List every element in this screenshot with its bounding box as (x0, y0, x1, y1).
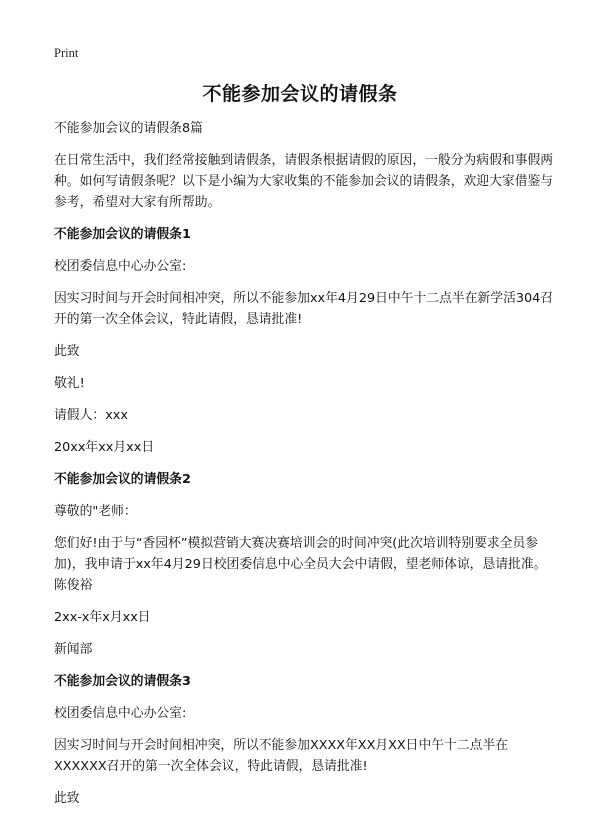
section-1-signer: 请假人：xxx (54, 408, 128, 423)
section-3-salutation: 校团委信息中心办公室: (54, 706, 187, 721)
print-link[interactable]: Print (54, 46, 79, 60)
section-2-body: 您们好!由于与“香园杯”模拟营销大赛决赛培训会的时间冲突(此次培训特别要求全员参加)，我申请于xx年4月29日校团委信息中心全员大会中请假，望老师体谅，恳请批准。 陈俊裕 (54, 536, 547, 593)
section-1-closing-2: 敬礼! (54, 376, 85, 391)
section-2-date: 2xx-x年x月xx日 (54, 610, 151, 625)
section-3-body: 因实习时间与开会时间相冲突，所以不能参加XXXX年XX月XX日中午十二点半在XXXXXX召开的第一次全体会议，特此请假，恳请批准! (54, 738, 509, 774)
section-1-heading: 不能参加会议的请假条1 (54, 227, 191, 242)
section-1-closing-1: 此致 (54, 344, 80, 359)
section-2-department: 新闻部 (54, 642, 93, 657)
section-2-heading: 不能参加会议的请假条2 (54, 472, 191, 487)
document-body (54, 118, 554, 820)
section-1-date: 20xx年xx月xx日 (54, 440, 155, 455)
section-3-heading: 不能参加会议的请假条3 (54, 674, 191, 689)
document-subtitle: 不能参加会议的请假条8篇 (54, 121, 203, 136)
section-3-closing-1: 此致 (54, 791, 80, 806)
section-1-salutation: 校团委信息中心办公室: (54, 259, 187, 274)
intro-paragraph: 在日常生活中，我们经常接触到请假条，请假条根据请假的原因，一般分为病假和事假两种。如何写请假条呢？以下是小编为大家收集的不能参加会议的请假条，欢迎大家借鉴与参考，希望对大家有所帮助。 (54, 153, 554, 210)
page-title: 不能参加会议的请假条 (202, 83, 398, 105)
section-2-salutation: 尊敬的"老师： (54, 504, 137, 519)
section-1-body: 因实习时间与开会时间相冲突，所以不能参加xx年4月29日中午十二点半在新学活304召开的第一次全体会议，特此请假，恳请批准! (54, 291, 554, 327)
